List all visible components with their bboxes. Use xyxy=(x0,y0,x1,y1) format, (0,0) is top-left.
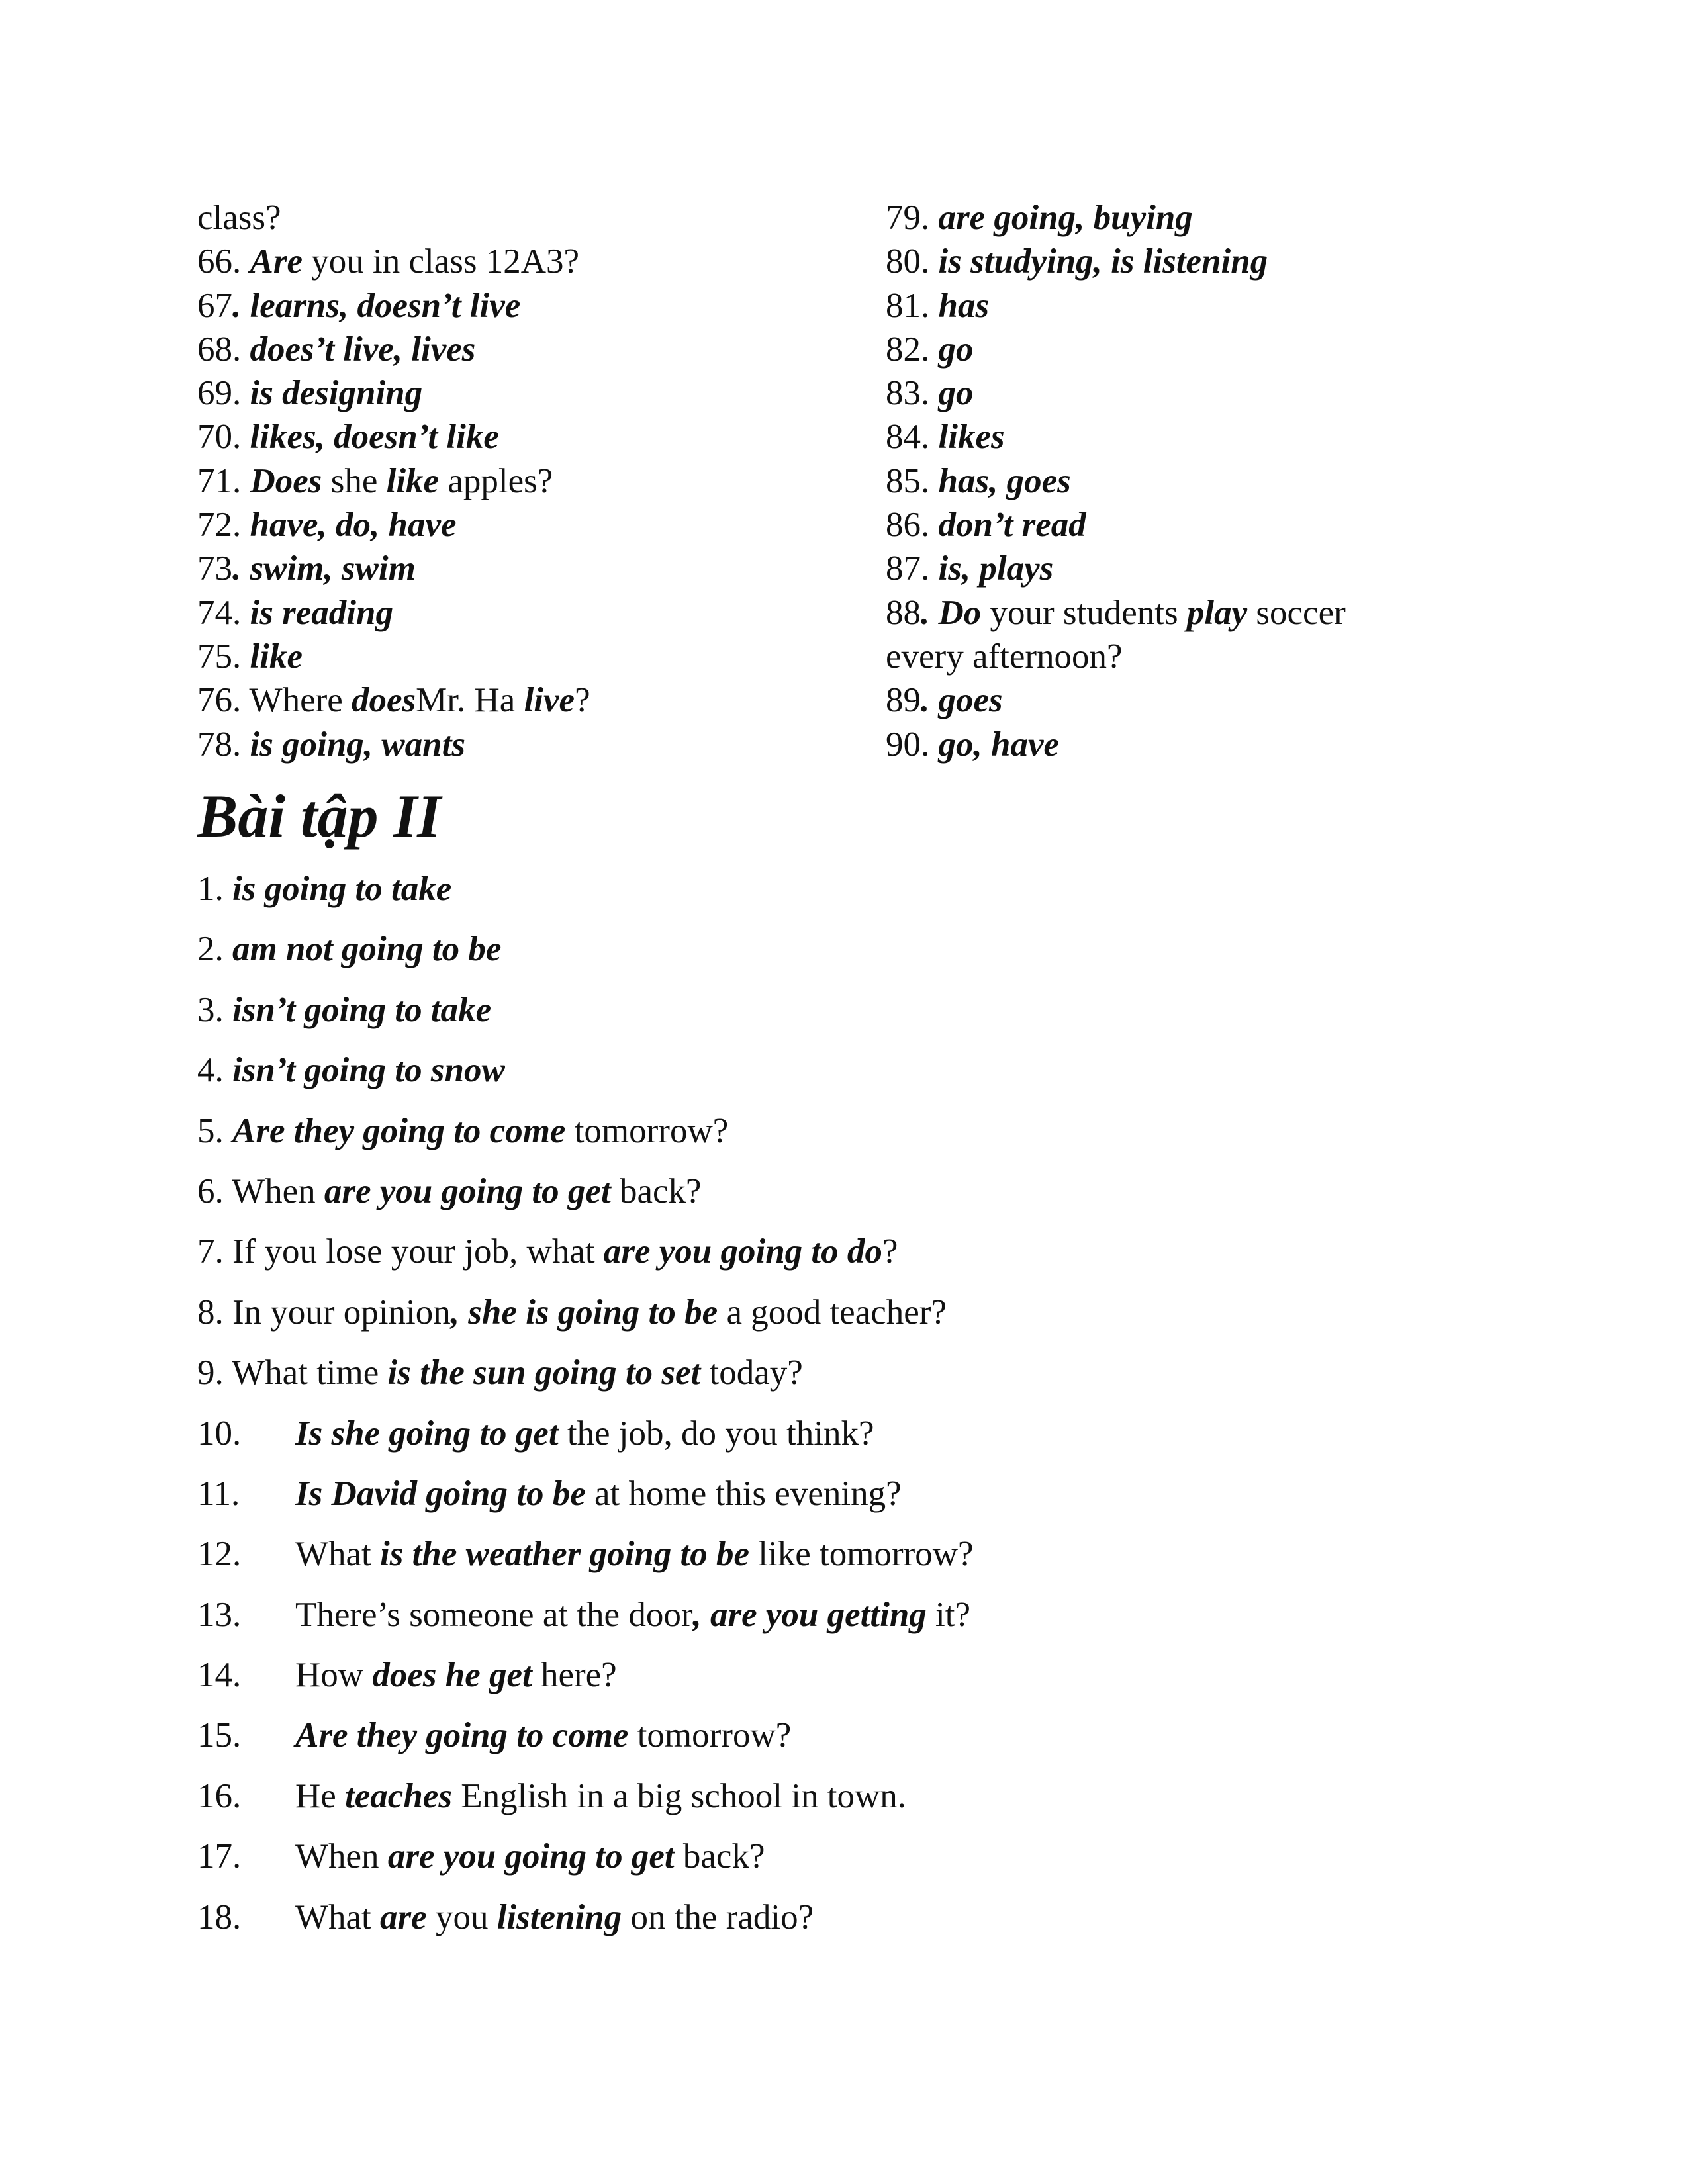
plain-text: your students xyxy=(981,593,1187,632)
plain-text: 67 xyxy=(197,286,232,325)
item-number: 15. xyxy=(197,1716,242,1755)
plain-text: What time xyxy=(232,1353,388,1392)
item-number: 4. xyxy=(197,1051,224,1090)
item-number: 14. xyxy=(197,1656,242,1695)
answer-line xyxy=(886,678,1548,722)
plain-text: tomorrow? xyxy=(628,1716,792,1755)
answer-line xyxy=(886,196,1548,240)
exercise-item xyxy=(197,1653,1521,1713)
plain-text: What xyxy=(295,1535,381,1574)
plain-text: When xyxy=(295,1837,388,1876)
exercise-item xyxy=(197,1291,1521,1351)
item-number: 16. xyxy=(197,1776,242,1815)
exercise-item xyxy=(197,1472,1521,1532)
answer-text: is going to take xyxy=(232,870,452,908)
plain-text: 86. xyxy=(886,506,939,545)
answer-text: are you going to get xyxy=(324,1171,611,1210)
plain-text: 83. xyxy=(886,374,939,413)
plain-text: it? xyxy=(926,1595,971,1634)
answer-text: does xyxy=(352,681,416,720)
item-number: 11. xyxy=(197,1474,240,1513)
plain-text: you in class 12A3? xyxy=(303,242,580,281)
answer-line xyxy=(886,371,1548,415)
answer-line xyxy=(197,240,859,283)
plain-text: If you lose your job, what xyxy=(232,1232,604,1271)
item-number: 18. xyxy=(197,1897,242,1936)
answer-line xyxy=(886,591,1548,635)
plain-text: today? xyxy=(700,1353,803,1392)
answer-text: like xyxy=(250,637,303,676)
exercise-item xyxy=(197,1230,1521,1290)
answer-text: is designing xyxy=(250,374,423,413)
answer-text: go xyxy=(938,330,974,369)
plain-text: 75. xyxy=(197,637,250,676)
answer-text: has xyxy=(938,286,990,325)
answer-text: , she is going to be xyxy=(450,1293,718,1332)
answer-line xyxy=(197,547,859,590)
answer-line xyxy=(886,723,1548,766)
plain-text: here? xyxy=(532,1656,617,1695)
plain-text: 85. xyxy=(886,461,939,500)
plain-text: soccer xyxy=(1247,593,1346,632)
plain-text: How xyxy=(295,1656,373,1695)
answer-line xyxy=(197,415,859,459)
answer-text: Are they going to come xyxy=(232,1111,566,1150)
answer-text: is going, wants xyxy=(250,725,465,764)
plain-text: 81. xyxy=(886,286,939,325)
exercise-item xyxy=(197,1532,1521,1592)
plain-text: In your opinion xyxy=(232,1293,451,1332)
answer-line xyxy=(197,678,859,722)
plain-text: 79. xyxy=(886,199,939,237)
answer-text: listening xyxy=(496,1897,622,1936)
plain-text: every afternoon? xyxy=(886,637,1123,676)
plain-text: 72. xyxy=(197,506,250,545)
exercise-item xyxy=(197,927,1521,987)
answer-column-right xyxy=(886,196,1548,766)
plain-text: 84. xyxy=(886,418,939,457)
plain-text: 70. xyxy=(197,418,250,457)
answer-text: is studying, is listening xyxy=(938,242,1268,281)
plain-text: you xyxy=(426,1897,497,1936)
plain-text: ? xyxy=(882,1232,898,1271)
plain-text: like tomorrow? xyxy=(749,1535,974,1574)
item-number: 17. xyxy=(197,1837,242,1876)
answer-text: Is David going to be xyxy=(295,1474,586,1513)
plain-text: 69. xyxy=(197,374,250,413)
plain-text: 90. xyxy=(886,725,939,764)
exercise-item xyxy=(197,1048,1521,1109)
plain-text: 68. xyxy=(197,330,250,369)
plain-text: tomorrow? xyxy=(565,1111,729,1150)
answer-text: is the weather going to be xyxy=(380,1535,750,1574)
answer-text: is, plays xyxy=(938,549,1054,588)
answer-text: is reading xyxy=(250,593,393,632)
plain-text: back? xyxy=(610,1171,702,1210)
answer-line xyxy=(886,547,1548,590)
answer-text: play xyxy=(1186,593,1248,632)
plain-text: 82. xyxy=(886,330,939,369)
answer-text: have, do, have xyxy=(250,506,457,545)
answer-text: are xyxy=(380,1897,427,1936)
answer-text: Is she going to get xyxy=(295,1414,559,1453)
answer-text: does’t live, lives xyxy=(250,330,476,369)
answer-line xyxy=(197,371,859,415)
plain-text: 87. xyxy=(886,549,939,588)
item-number: 2. xyxy=(197,930,224,969)
answer-text: go xyxy=(938,374,974,413)
item-number: 12. xyxy=(197,1535,242,1574)
answer-text: go, have xyxy=(938,725,1060,764)
answer-text: does he get xyxy=(372,1656,532,1695)
answer-text: , are you getting xyxy=(692,1595,927,1634)
plain-text: apples? xyxy=(439,461,553,500)
plain-text: back? xyxy=(674,1837,765,1876)
exercise-item xyxy=(197,867,1521,927)
plain-text: There’s someone at the door xyxy=(295,1595,693,1634)
plain-text: 74. xyxy=(197,593,250,632)
exercise-list xyxy=(197,867,1521,1956)
answer-text: isn’t going to take xyxy=(232,990,492,1029)
answer-text: . goes xyxy=(921,681,1003,720)
section-heading: Bài tập II xyxy=(197,782,442,850)
plain-text: class? xyxy=(197,199,281,237)
plain-text: on the radio? xyxy=(622,1897,814,1936)
plain-text: a good teacher? xyxy=(718,1293,947,1332)
plain-text: she xyxy=(322,461,387,500)
plain-text: 80. xyxy=(886,242,939,281)
exercise-item xyxy=(197,1169,1521,1230)
item-number: 1. xyxy=(197,870,224,908)
plain-text: 89 xyxy=(886,681,921,720)
answer-text: likes, doesn’t like xyxy=(250,418,499,457)
plain-text: When xyxy=(232,1171,324,1210)
exercise-item xyxy=(197,1835,1521,1895)
answer-line xyxy=(886,240,1548,283)
answer-text: . learns, doesn’t live xyxy=(232,286,521,325)
answer-text: likes xyxy=(938,418,1005,457)
answer-line xyxy=(886,635,1548,678)
plain-text: 88 xyxy=(886,593,921,632)
answer-line xyxy=(197,503,859,547)
answer-line xyxy=(197,635,859,678)
answer-line xyxy=(197,591,859,635)
answer-text: live xyxy=(524,681,575,720)
answer-text: is the sun going to set xyxy=(387,1353,701,1392)
exercise-item xyxy=(197,1412,1521,1472)
answer-text: . Do xyxy=(921,593,982,632)
plain-text: at home this evening? xyxy=(585,1474,902,1513)
answer-line xyxy=(197,328,859,371)
exercise-item xyxy=(197,988,1521,1048)
answer-line xyxy=(886,415,1548,459)
plain-text: What xyxy=(295,1897,381,1936)
plain-text: He xyxy=(295,1776,346,1815)
answer-line xyxy=(886,459,1548,503)
exercise-item xyxy=(197,1713,1521,1774)
answer-line xyxy=(197,196,859,240)
exercise-item xyxy=(197,1774,1521,1835)
answer-text: Are xyxy=(250,242,303,281)
item-number: 9. xyxy=(197,1353,224,1392)
answer-text: teaches xyxy=(345,1776,452,1815)
item-number: 5. xyxy=(197,1111,224,1150)
plain-text: the job, do you think? xyxy=(558,1414,874,1453)
answer-text: has, goes xyxy=(938,461,1071,500)
answer-line xyxy=(886,503,1548,547)
item-number: 6. xyxy=(197,1171,224,1210)
answer-line xyxy=(886,284,1548,328)
answer-text: don’t read xyxy=(938,506,1086,545)
answer-text: Does xyxy=(250,461,322,500)
plain-text: ? xyxy=(575,681,590,720)
plain-text: 71. xyxy=(197,461,250,500)
item-number: 13. xyxy=(197,1595,242,1634)
item-number: 3. xyxy=(197,990,224,1029)
answer-text: are going, buying xyxy=(938,199,1193,237)
answer-text: . swim, swim xyxy=(232,549,416,588)
exercise-item xyxy=(197,1593,1521,1653)
answer-line xyxy=(197,284,859,328)
exercise-item xyxy=(197,1351,1521,1411)
plain-text: 78. xyxy=(197,725,250,764)
answer-text: isn’t going to snow xyxy=(232,1051,505,1090)
answer-line xyxy=(197,459,859,503)
plain-text: 73 xyxy=(197,549,232,588)
plain-text: English in a big school in town. xyxy=(451,1776,906,1815)
answer-text: Are they going to come xyxy=(295,1716,629,1755)
item-number: 10. xyxy=(197,1414,242,1453)
answer-line xyxy=(197,723,859,766)
plain-text: 76. Where xyxy=(197,681,352,720)
item-number: 8. xyxy=(197,1293,224,1332)
answer-text: am not going to be xyxy=(232,930,502,969)
answer-text: are you going to get xyxy=(387,1837,675,1876)
plain-text: Mr. Ha xyxy=(416,681,524,720)
answer-column-left xyxy=(197,196,859,766)
answer-text: are you going to do xyxy=(603,1232,882,1271)
item-number: 7. xyxy=(197,1232,224,1271)
answer-line xyxy=(886,328,1548,371)
exercise-item xyxy=(197,1895,1521,1956)
answer-text: like xyxy=(386,461,440,500)
plain-text: 66. xyxy=(197,242,250,281)
exercise-item xyxy=(197,1109,1521,1169)
